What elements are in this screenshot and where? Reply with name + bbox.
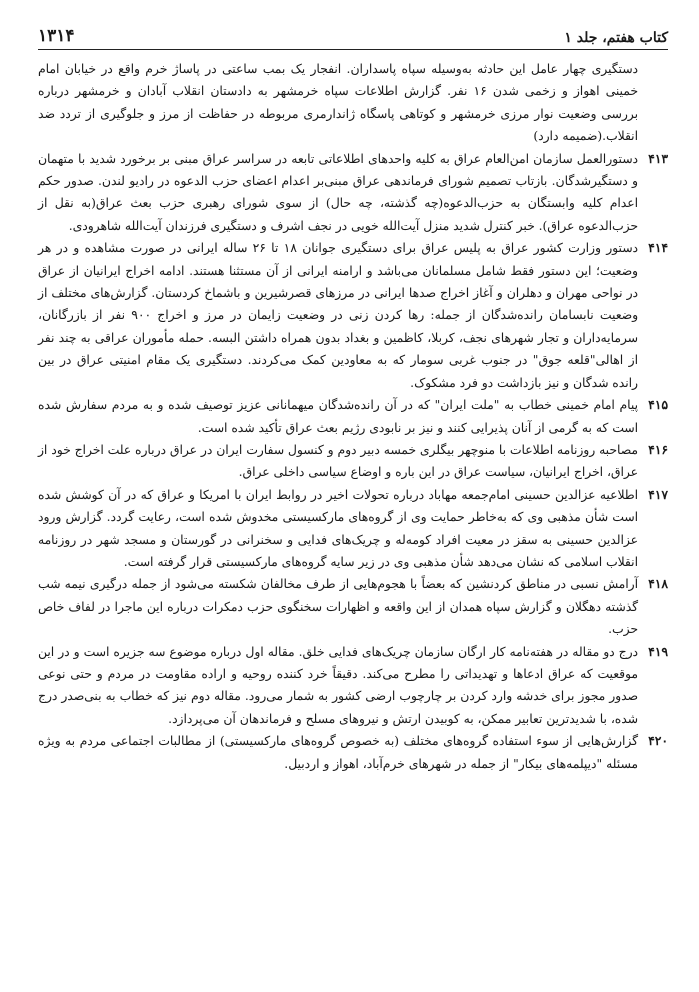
chronology-entry-417 (38, 484, 668, 574)
chronology-entry-416 (38, 439, 668, 484)
entry-number: ۴۱۷ (648, 486, 668, 502)
entry-text: مصاحبه روزنامه اطلاعات با منوچهر بیگلری خمسه دبیر دوم و کنسول سفارت ایران در عراق درباره علت اخراج خود از عراق، اخراج ایرانیان، سیاست عراق در این باره و اوضاع سیاسی داخلی عراق. (37, 442, 638, 480)
entry-text: درج دو مقاله در هفته‌نامه کار ارگان سازمان چریک‌های فدایی خلق. مقاله اول درباره موضوع سه جزیره است و در این موقعیت که عراق ادعاها و تهدیداتی را مطرح می‌کند. دقیقاً خرد کننده روحیه و اراده مقاومت در مردم و حتی نوعی صدور مجوز برای خدشه وارد کردن بر چارچوب ارضی کشور به شمار می‌رود. مقاله دوم نیز که خطاب به بنی‌صدر درج شده، با شدیدترین تعابیر ممکن، به کوبیدن ارتش و نیروهای مسلح و فرماندهان آن می‌پردازد. (38, 644, 638, 726)
chronology-entry-419 (38, 641, 668, 731)
chronology-list (38, 58, 668, 775)
chronology-entry-418 (38, 573, 668, 640)
entry-text: دستگیری چهار عامل این حادثه به‌وسیله سپاه پاسداران. انفجار یک بمب ساعتی در پاساژ خرم واقع در خیابان امام خمینی اهواز و زخمی شدن ۱۶ نفر. گزارش اطلاعات سپاه خرمشهر به دادستان انقلاب آبادان و خرمشهر درباره بررسی وضعیت نوار مرزی خرمشهر و کوتاهی پاسگاه ژاندارمری مربوطه در حفاظت از مرز و جلوگیری از تردد ضد انقلاب.(ضمیمه دارد) (38, 62, 638, 144)
entry-text: دستور وزارت کشور عراق به پلیس عراق برای دستگیری جوانان ۱۸ تا ۲۶ ساله ایرانی در صورت مشاهده و در هر وضعیت؛ این دستور فقط شامل مسلمانان می‌باشد و ارامنه ایرانی از آن مستثنا هستند. ادامه اخراج ایرانیان از عراق در نواحی مهران و دهلران و آغاز اخراج صدها ایرانی در مرزهای قصرشیرین و باشماخ کردستان. گزارش‌های مختلف از وضعیت نابسامان رانده‌شدگان از جمله: رها کردن زنی در وضعیت زایمان در مرز و اخراج ۹۰۰ نفر از بازرگانان، سرمایه‌داران و تجار شهرهای نجف، کربلا، کاظمین و بغداد بدون همراه داشتن البسه. حمله مأموران عراقی به چند نفر از اهالی"قلعه جوق" در جنوب غربی سومار که به معاودین کمک می‌کردند. دستگیری یک مقام امنیتی عراق در بین رانده شدگان و نیز بازداشت دو فرد مشکوک. (38, 241, 639, 390)
entry-number: ۴۱۳ (648, 150, 668, 166)
entry-text: آرامش نسبی در مناطق کردنشین که بعضاً با هجوم‌هایی از طرف مخالفان شکسته می‌شود از جمله درگیری نیمه شب گذشته دهگلان و گزارش سپاه همدان از این واقعه و اظهارات سخنگوی حزب دمکرات درباره این ماجرا در لفاف خاص حزب. (38, 577, 638, 637)
chronology-entry-415 (38, 394, 668, 439)
entry-number: ۴۲۰ (648, 733, 668, 749)
page-header (38, 20, 668, 50)
book-title: کتاب هفتم، جلد ۱ (564, 30, 668, 46)
entry-text: گزارش‌هایی از سوء استفاده گروه‌های مختلف (به خصوص گروه‌های مارکسیستی) از مطالبات اجتماعی مردم به ویژه مسئله "دیپلمه‌های بیکار" از جمله در شهرهای خرم‌آباد، اهواز و اردبیل. (38, 734, 638, 771)
document-page (38, 20, 668, 775)
entry-number: ۴۱۹ (648, 643, 668, 659)
entry-text: پیام امام خمینی خطاب به "ملت ایران" که در آن رانده‌شدگان میهمانانی عزیز توصیف شده و به مردم سفارش شده است که به گرمی از آنان پذیرایی کنند و نیز بر نابودی رژیم بعث عراق تأکید شده است. (38, 398, 638, 435)
entry-number: ۴۱۸ (648, 576, 668, 592)
chronology-entry-420 (38, 730, 668, 775)
page-number: ۱۳۱۴ (38, 26, 75, 46)
chronology-entry-continued (38, 58, 668, 148)
entry-text: دستورالعمل سازمان امن‌العام عراق به کلیه واحدهای اطلاعاتی تابعه در سراسر عراق مبنی بر برخورد شدید با متهمان و دستگیرشدگان. بازتاب تصمیم شورای فرماندهی عراق مبنی‌بر اعدام اعضای حزب الدعوه در رادیو لندن. صدور حکم اعدام کلیه وابستگان به حزب‌الدعوه(چه گذشته، چه حال) از سوی شورای رهبری حزب بعث عراق(به نقل از حزب‌الدعوه عراق). خبر کنترل شدید منزل آیت‌الله خویی در نجف اشرف و دستگیری فرزندان آیت‌الله شاهرودی. (38, 151, 638, 233)
chronology-entry-413 (38, 148, 668, 238)
entry-number: ۴۱۶ (648, 441, 668, 457)
entry-number: ۴۱۴ (648, 240, 668, 256)
entry-text: اطلاعیه عزالدین حسینی امام‌جمعه مهاباد درباره تحولات اخیر در روابط ایران با امریکا و عراق که در آن کوشش شده است شأن مذهبی وی که به‌خاطر حمایت وی از گروه‌های مارکسیستی مخدوش شده است، رعایت گردد. گزارش ورود عزالدین حسینی به سقز در معیت افراد کومه‌له و چریک‌های فدایی و سخنرانی در گورستان و مسجد شهر در روزنامه انقلاب اسلامی که نشان می‌دهد شأن مذهبی وی در زیر سایه گروه‌های مارکسیستی قرار گرفته است. (38, 487, 638, 569)
entry-number: ۴۱۵ (648, 397, 668, 413)
chronology-entry-414 (38, 237, 668, 394)
